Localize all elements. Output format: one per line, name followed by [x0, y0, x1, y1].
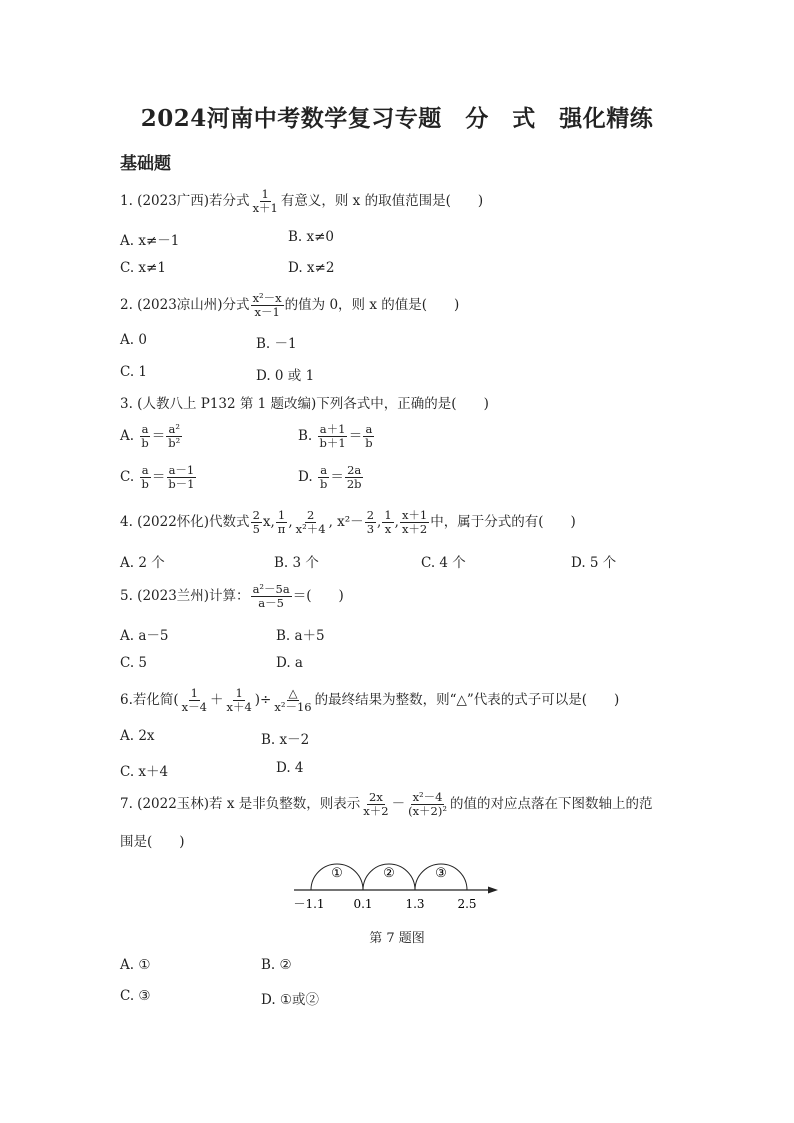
q6-frac-2	[224, 687, 253, 714]
q6-f3-num: △	[288, 686, 298, 700]
q3-d-left-num: a	[320, 463, 328, 477]
q3-b-right	[363, 423, 374, 450]
q4-suffix: 中，属于分式的有( )	[430, 514, 576, 530]
q4-option-a: A. 2 个	[120, 555, 165, 571]
q1-suffix: 有意义，则 x 的取值范围是( )	[280, 193, 484, 209]
q4-f4-num: 2	[366, 508, 375, 522]
q3-option-d: D. $\frac{a}{b}$ ＝ $\frac{2a}{2b}$	[298, 463, 362, 491]
q5-fraction	[251, 583, 292, 610]
question-7: 7. (2022玉林)若 x 是非负整数，则表示 $\frac{2x}{x+2}$ － $\frac{\text{x²－4}}{\text{(x＋2)²}}$ 的值的对应点落在下图数轴上的范	[120, 790, 653, 818]
q3-d-right-num: 2a	[347, 463, 362, 477]
q5-option-c: C. 5	[120, 655, 148, 671]
q5-suffix: ＝( )	[292, 588, 344, 604]
q3-c-left	[139, 464, 150, 491]
q4-f1-num: 2	[252, 508, 260, 522]
q7-line-2: 围是( )	[120, 834, 185, 850]
number-line-figure	[290, 860, 505, 916]
q4-f3-den: x²＋4	[295, 522, 326, 536]
q3-c-right	[166, 464, 196, 491]
q3-a-label: A.	[120, 428, 135, 444]
q3-c-left-den: b	[141, 477, 149, 491]
question-6: 6.若化简( $\frac{1}{x-4}$ ＋ $\frac{1}{x+4}$ )÷ △ x²－16 的最终结果为整数，则“△”代表的式子可以是( )	[120, 686, 620, 714]
q5-option-b: B. a＋5	[276, 628, 325, 644]
q2-option-d: D. 0 或 1	[256, 368, 315, 384]
q4-f5-den: x	[384, 522, 392, 536]
q3-b-label: B.	[298, 428, 313, 444]
q1-prefix: 1. (2023广西)若分式	[120, 193, 250, 209]
q4-f1-den: 5	[252, 522, 260, 536]
question-4: 4. (2022怀化)代数式 $\frac{2}{5}$ x, $\frac{1}{\pi}$ , $\frac{2}{\text{x²＋4}}$ , x²－ $\frac{2}{3}$ , $\frac{1}{x}$ , $\frac{x+1}{x+2}$ 中，属于分式的有( )	[120, 508, 576, 536]
q3-b-left-num: a＋1	[319, 422, 346, 436]
q4-f2-den: π	[277, 522, 286, 536]
q7-f2-num: x²－4	[412, 790, 443, 804]
tick-label-3: 1.3	[405, 897, 425, 911]
q2-denominator: x－1	[254, 305, 280, 319]
q5-option-a: A. a－5	[120, 628, 169, 644]
q3-d-right-den: 2b	[346, 477, 362, 491]
q6-frac-1	[180, 687, 209, 714]
q7-option-b: B. ②	[261, 957, 292, 973]
q1-option-a: A. x≠－1	[120, 233, 180, 249]
region-label-3: ③	[435, 866, 447, 881]
q3-d-right	[345, 464, 364, 491]
q4-term-1: x,	[262, 514, 275, 530]
q2-suffix: 的值为 0，则 x 的值是( )	[284, 297, 460, 313]
q3-b-right-den: b	[365, 436, 373, 450]
q3-b-right-num: a	[365, 422, 373, 436]
q2-fraction	[251, 292, 284, 319]
q3-option-c: C. $\frac{a}{b}$ ＝ $\frac{a-1}{b-1}$	[120, 463, 195, 491]
q4-f6-num: x＋1	[401, 508, 428, 522]
q6-suffix: 的最终结果为整数，则“△”代表的式子可以是( )	[314, 692, 620, 708]
q6-f1-den: x－4	[181, 700, 207, 714]
q6-prefix: 6.若化简(	[120, 692, 179, 708]
q4-frac-5	[382, 509, 393, 536]
question-5	[120, 583, 344, 610]
q6-f1-num: 1	[190, 686, 198, 700]
q4-f5-num: 1	[384, 508, 392, 522]
q7-option-a: A. ①	[120, 957, 151, 973]
q3-d-left	[318, 464, 329, 491]
q7-f2-den: (x＋2)²	[408, 804, 447, 818]
figure-caption: 第 7 题图	[369, 931, 425, 946]
page-title: 2024河南中考数学复习专题 分 式 强化精练	[140, 105, 654, 132]
q4-option-c: C. 4 个	[421, 555, 466, 571]
q2-prefix: 2. (2023凉山州)分式	[120, 297, 250, 313]
q3-d-label: D.	[298, 469, 313, 485]
tick-label-1: －1.1	[293, 897, 325, 911]
q5-option-d: D. a	[276, 655, 303, 671]
q6-f2-num: 1	[235, 686, 243, 700]
q3-c-right-den: b－1	[168, 477, 195, 491]
q3-a-left-den: b	[141, 436, 149, 450]
q6-f2-den: x＋4	[226, 700, 252, 714]
q3-a-left	[139, 423, 150, 450]
q2-option-b: B. －1	[256, 336, 297, 352]
q6-option-c: C. x＋4	[120, 764, 169, 780]
q3-option-a: A. $\frac{a}{b}$ ＝ $\frac{\text{a²}}{\text{b²}}$	[120, 422, 181, 450]
q3-a-right-num: a²	[168, 422, 180, 436]
q3-d-left-den: b	[319, 477, 328, 491]
q2-option-c: C. 1	[120, 364, 148, 380]
q3-b-left-den: b＋1	[319, 436, 346, 450]
region-label-1: ①	[331, 866, 343, 881]
q4-f2-num: 1	[277, 508, 286, 522]
q2-numerator: x²－x	[252, 291, 282, 305]
q7-prefix: 7. (2022玉林)若 x 是非负整数，则表示	[120, 796, 361, 812]
q1-option-d: D. x≠2	[288, 260, 335, 276]
q2-option-a: A. 0	[120, 332, 147, 348]
q4-f6-den: x＋2	[401, 522, 428, 536]
q1-denominator: x＋1	[252, 201, 278, 215]
q3-c-label: C.	[120, 469, 135, 485]
q6-option-d: D. 4	[276, 760, 304, 776]
q4-option-b: B. 3 个	[274, 555, 319, 571]
q7-option-c: C. ③	[120, 988, 151, 1004]
q4-frac-4	[365, 509, 376, 536]
q7-f1-den: x＋2	[363, 804, 389, 818]
q4-f3-num: 2	[306, 508, 315, 522]
q5-prefix: 5. (2023兰州)计算：	[120, 588, 250, 604]
q4-prefix: 4. (2022怀化)代数式	[120, 514, 250, 530]
q4-frac-1	[251, 509, 262, 536]
q6-option-a: A. 2x	[120, 728, 155, 744]
q4-f4-den: 3	[366, 522, 375, 536]
q1-fraction	[251, 188, 280, 215]
q3-a-left-num: a	[141, 422, 149, 436]
section-heading: 基础题	[120, 154, 171, 174]
q4-term-2: , x²－	[328, 514, 364, 530]
tick-label-4: 2.5	[457, 897, 477, 911]
q1-numerator: 1	[261, 187, 269, 201]
q3-b-left	[318, 423, 348, 450]
q1-option-b: B. x≠0	[288, 229, 335, 245]
q1-option-c: C. x≠1	[120, 260, 166, 276]
question-2	[120, 292, 459, 319]
q7-option-d: D. ①或②	[261, 992, 320, 1008]
q4-frac-6	[400, 509, 429, 536]
q5-numerator: a²－5a	[252, 582, 290, 596]
q3-a-right	[166, 423, 182, 450]
q6-f3-den: x²－16	[274, 700, 312, 714]
question-3: 3. (人教八上 P132 第 1 题改编)下列各式中，正确的是( )	[120, 396, 489, 412]
q3-option-b: B. $\frac{a+1}{b+1}$ ＝ $\frac{a}{b}$	[298, 422, 373, 450]
q7-frac-1	[361, 791, 390, 818]
question-1	[120, 188, 483, 215]
tick-label-2: 0.1	[353, 897, 373, 911]
q7-suffix: 的值的对应点落在下图数轴上的范	[449, 796, 653, 812]
q3-c-left-num: a	[141, 463, 149, 477]
q6-option-b: B. x－2	[261, 732, 310, 748]
q3-a-right-den: b²	[168, 436, 181, 450]
q6-frac-3	[272, 687, 313, 714]
q4-frac-3	[294, 509, 328, 536]
region-label-2: ②	[383, 866, 395, 881]
q7-frac-2	[406, 791, 449, 818]
number-line-arrow-icon	[488, 887, 498, 894]
q4-frac-2	[276, 509, 288, 536]
q5-denominator: a－5	[258, 596, 284, 610]
q4-option-d: D. 5 个	[571, 555, 617, 571]
q7-f1-num: 2x	[369, 790, 383, 804]
q3-c-right-num: a－1	[168, 463, 195, 477]
